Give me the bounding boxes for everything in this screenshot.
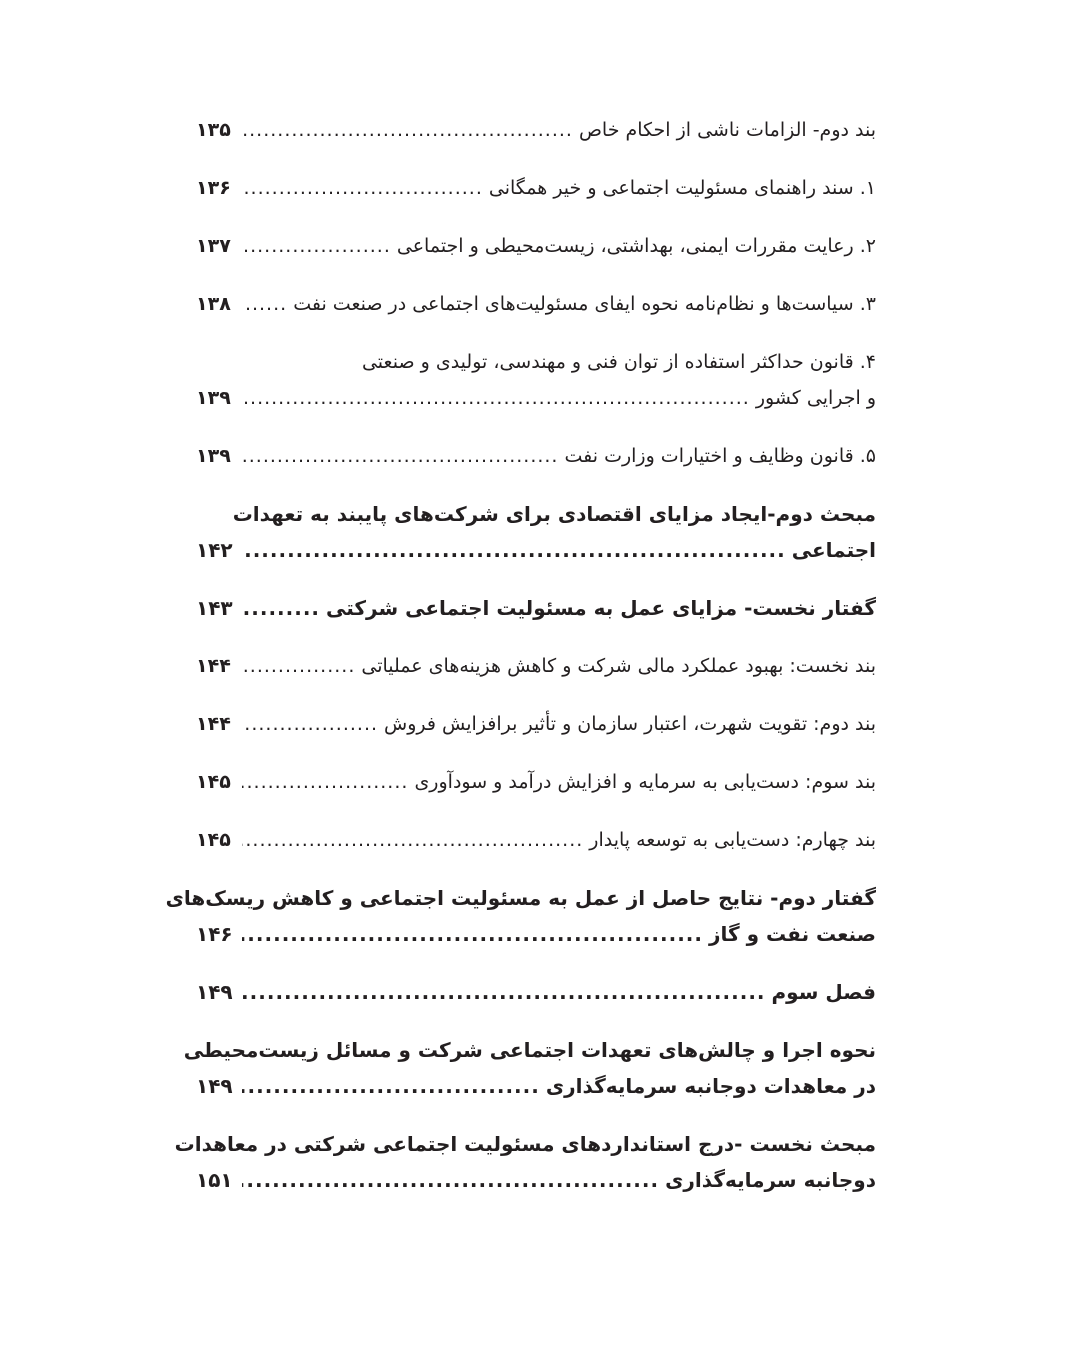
page-number: ۱۴۴ bbox=[196, 713, 231, 735]
page-number: ۱۳۹ bbox=[196, 387, 231, 409]
toc-entry[interactable] bbox=[196, 974, 876, 1010]
toc-entry[interactable] bbox=[174, 1126, 876, 1198]
leader-dots bbox=[242, 590, 320, 626]
toc-entry[interactable] bbox=[196, 170, 876, 206]
leader-dots bbox=[242, 532, 786, 568]
page-number: ۱۴۲ bbox=[196, 538, 233, 562]
leader-dots bbox=[242, 380, 750, 416]
entry-title: گفتار نخست- مزایای عمل به مسئولیت اجتماعی شرکتی bbox=[326, 596, 876, 620]
page-number: ۱۳۸ bbox=[196, 293, 231, 315]
entry-title: گفتار دوم- نتایج حاصل از عمل به مسئولیت اجتماعی و کاهش ریسک‌های bbox=[165, 886, 876, 910]
toc-entry[interactable] bbox=[196, 706, 876, 742]
toc-entry[interactable] bbox=[196, 286, 876, 322]
leader-dots bbox=[242, 112, 573, 148]
leader-dots bbox=[242, 170, 483, 206]
page-number: ۱۴۶ bbox=[196, 922, 233, 946]
toc-entry[interactable] bbox=[196, 112, 876, 148]
leader-dots bbox=[242, 706, 378, 742]
toc-entry[interactable] bbox=[196, 764, 876, 800]
page-number: ۱۴۳ bbox=[196, 596, 233, 620]
toc-entry[interactable] bbox=[196, 822, 876, 858]
toc-entry[interactable] bbox=[196, 438, 876, 474]
leader-dots bbox=[242, 648, 355, 684]
toc-entry[interactable] bbox=[196, 590, 876, 626]
entry-title: ۱. سند راهنمای مسئولیت اجتماعی و خیر همگانی bbox=[488, 177, 876, 199]
page-number: ۱۵۱ bbox=[196, 1168, 233, 1192]
page-number: ۱۴۹ bbox=[196, 1074, 233, 1098]
entry-title-continued: در معاهدات دوجانبه سرمایه‌گذاری bbox=[545, 1074, 876, 1098]
toc-entry[interactable] bbox=[196, 648, 876, 684]
page-number: ۱۴۵ bbox=[196, 771, 231, 793]
entry-title: مبحث دوم-ایجاد مزایای اقتصادی برای شرکت‌های پایبند به تعهدات bbox=[232, 502, 876, 526]
toc-entry[interactable] bbox=[165, 880, 876, 952]
entry-title: بند دوم- الزامات ناشی از احکام خاص bbox=[578, 119, 876, 141]
leader-dots bbox=[242, 974, 766, 1010]
leader-dots bbox=[242, 764, 408, 800]
leader-dots bbox=[242, 1162, 659, 1198]
leader-dots bbox=[242, 228, 391, 264]
entry-title: بند چهارم: دست‌یابی به توسعه پایدار bbox=[589, 829, 876, 851]
entry-title: بند نخست: بهبود عملکرد مالی شرکت و کاهش هزینه‌های عملیاتی bbox=[361, 655, 876, 677]
entry-title-continued: دوجانبه سرمایه‌گذاری bbox=[665, 1168, 876, 1192]
toc-entry[interactable] bbox=[196, 228, 876, 264]
entry-title: ۵. قانون وظایف و اختیارات وزارت نفت bbox=[564, 445, 876, 467]
entry-title: ۳. سیاست‌ها و نظام‌نامه نحوه ایفای مسئولیت‌های اجتماعی در صنعت نفت bbox=[293, 293, 876, 315]
toc-entry[interactable] bbox=[183, 1032, 876, 1104]
table-of-contents bbox=[165, 112, 876, 1198]
entry-title-continued: و اجرایی کشور bbox=[755, 387, 876, 409]
entry-title: بند دوم: تقویت شهرت، اعتبار سازمان و تأثیر برافزایش فروش bbox=[384, 713, 876, 735]
leader-dots bbox=[242, 822, 583, 858]
entry-title: مبحث نخست -درج استانداردهای مسئولیت اجتماعی شرکتی در معاهدات bbox=[174, 1132, 876, 1156]
entry-title: ۴. قانون حداکثر استفاده از توان فنی و مهندسی، تولیدی و صنعتی bbox=[361, 351, 876, 373]
entry-title: بند سوم: دست‌یابی به سرمایه و افزایش درآمد و سودآوری bbox=[414, 771, 876, 793]
entry-title-continued: صنعت نفت و گاز bbox=[708, 922, 876, 946]
entry-title: نحوه اجرا و چالش‌های تعهدات اجتماعی شرکت و مسائل زیست‌محیطی bbox=[183, 1038, 876, 1062]
entry-title: ۲. رعایت مقررات ایمنی، بهداشتی، زیست‌محیطی و اجتماعی bbox=[396, 235, 876, 257]
page-number: ۱۴۴ bbox=[196, 655, 231, 677]
page-number: ۱۳۵ bbox=[196, 119, 231, 141]
leader-dots bbox=[242, 286, 287, 322]
entry-title-continued: اجتماعی bbox=[791, 538, 876, 562]
leader-dots bbox=[242, 916, 703, 952]
leader-dots bbox=[242, 438, 558, 474]
page-number: ۱۴۹ bbox=[196, 980, 233, 1004]
page-number: ۱۳۷ bbox=[196, 235, 231, 257]
entry-title: فصل سوم bbox=[771, 980, 876, 1004]
toc-entry[interactable] bbox=[196, 344, 876, 416]
toc-entry[interactable] bbox=[196, 496, 876, 568]
page-number: ۱۳۹ bbox=[196, 445, 231, 467]
page-number: ۱۴۵ bbox=[196, 829, 231, 851]
leader-dots bbox=[242, 1068, 540, 1104]
page-number: ۱۳۶ bbox=[196, 177, 231, 199]
